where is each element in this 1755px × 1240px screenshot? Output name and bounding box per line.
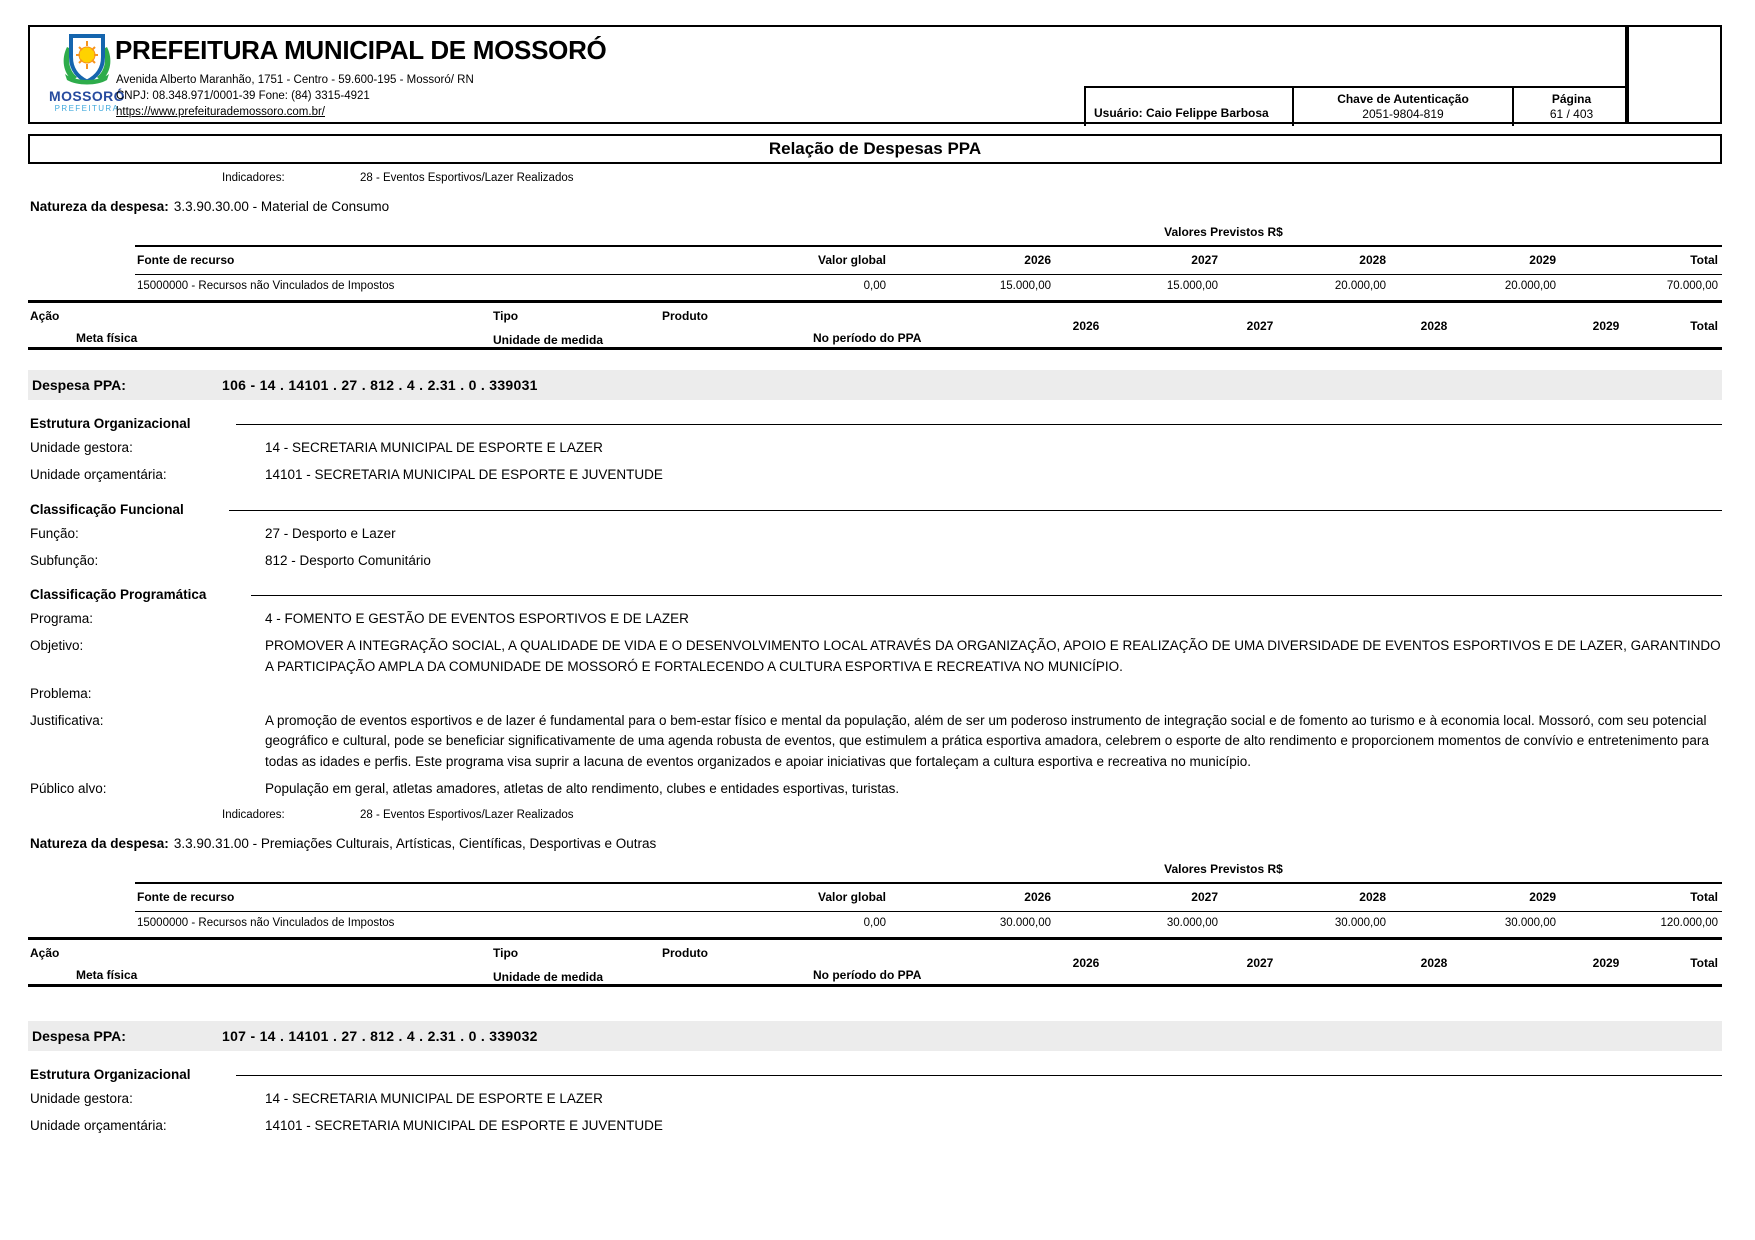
value-2026: 15.000,00 (999, 280, 1051, 293)
unidade-medida-label: Unidade de medida (493, 333, 604, 347)
acao-header-band-1 (28, 300, 1722, 350)
field-value: 14 - SECRETARIA MUNICIPAL DE ESPORTE E LAZER (265, 1091, 603, 1106)
report-title: Relação de Despesas PPA (768, 139, 982, 158)
fonte-cell: 15000000 - Recursos não Vinculados de Impostos (137, 917, 395, 930)
indicadores-value: 28 - Eventos Esportivos/Lazer Realizados (360, 809, 574, 821)
field-label: Justificativa: (30, 713, 104, 728)
meta-fisica-label: Meta física (76, 331, 138, 345)
valores-previstos-section-1 (135, 225, 1722, 298)
field-label: Programa: (30, 611, 94, 626)
col-2027: 2027 (1055, 883, 1222, 911)
band-total-label: Total (1690, 956, 1718, 970)
indicadores-label: Indicadores: (222, 809, 285, 821)
field-label: Problema: (30, 685, 92, 701)
field-label: Unidade orçamentária: (30, 467, 167, 483)
section-rule (236, 1075, 1722, 1076)
field-funcao (30, 524, 1755, 544)
band-total-label: Total (1690, 319, 1718, 333)
section-title: Classificação Funcional (30, 501, 184, 517)
field-label: Objetivo: (30, 638, 84, 654)
website-link[interactable]: https://www.prefeiturademossoro.com.br/ (116, 106, 325, 118)
value-2028: 30.000,00 (1334, 917, 1386, 930)
band-year-2028: 2028 (1420, 319, 1448, 333)
valores-previstos-label: Valores Previstos R$ (1164, 862, 1283, 876)
field-label: Unidade gestora: (30, 1091, 133, 1106)
field-value: 14 - SECRETARIA MUNICIPAL DE ESPORTE E LAZER (265, 440, 603, 455)
col-2026: 2026 (890, 883, 1055, 911)
value-2027: 15.000,00 (1166, 280, 1218, 293)
produto-label: Produto (662, 309, 708, 323)
table-row (135, 911, 1722, 935)
natureza-despesa-row-2 (30, 836, 1755, 851)
col-fonte-de-recurso: Fonte de recurso (135, 883, 725, 911)
field-programa (30, 609, 1755, 629)
header-box (28, 25, 1627, 124)
value-2026: 30.000,00 (999, 917, 1051, 930)
field-value: PROMOVER A INTEGRAÇÃO SOCIAL, A QUALIDADE DE VIDA E O DESENVOLVIMENTO LOCAL ATRAVÉS DA ORGANIZAÇÃO, APOIO E REALIZAÇÃO DE UMA DIVERSIDADE DE EVENTOS ESPORTIVOS E DE LAZER, GARANTINDO A PARTICIPAÇÃO AMPLA DA COMUNIDADE DE MOSSORÓ E FORTALECENDO A CULTURA ESPORTIVA E RECREATIVA NO MUNICÍPIO. (265, 638, 1721, 674)
acao-label: Ação (30, 309, 60, 323)
field-objetivo (30, 636, 1755, 677)
field-value: 812 - Desporto Comunitário (265, 552, 431, 568)
band-year-2027: 2027 (1246, 319, 1274, 333)
natureza-label: Natureza da despesa: (30, 836, 169, 851)
natureza-despesa-row-1 (30, 199, 1755, 214)
band-year-2026: 2026 (1072, 956, 1100, 970)
value-2028: 20.000,00 (1334, 280, 1386, 293)
section-rule (251, 595, 1722, 596)
valores-previstos-label: Valores Previstos R$ (1164, 225, 1283, 239)
auth-key-label: Chave de Autenticação (1337, 92, 1469, 106)
natureza-label: Natureza da despesa: (30, 199, 169, 214)
col-2028: 2028 (1222, 246, 1390, 274)
field-label: Subfunção: (30, 552, 99, 568)
page-number-cell (1512, 86, 1629, 126)
periodo-ppa-label: No período do PPA (813, 968, 922, 982)
col-2027: 2027 (1055, 246, 1222, 274)
value-2029: 30.000,00 (1504, 917, 1556, 930)
field-unidade-orcamentaria (30, 465, 1755, 485)
band-year-2026: 2026 (1072, 319, 1100, 333)
col-valor-global: Valor global (725, 246, 890, 274)
band-year-2029: 2029 (1592, 319, 1620, 333)
col-2028: 2028 (1222, 883, 1390, 911)
despesa-ppa-label: Despesa PPA: (32, 377, 126, 393)
auth-key-cell (1292, 86, 1512, 126)
logo-city-name: MOSSORÓ (49, 88, 125, 104)
natureza-value: 3.3.90.31.00 - Premiações Culturais, Artísticas, Científicas, Desportivas e Outras (173, 836, 657, 851)
band-year-2027: 2027 (1246, 956, 1274, 970)
periodo-ppa-label: No período do PPA (813, 331, 922, 345)
field-label: Unidade gestora: (30, 440, 133, 455)
value-2029: 20.000,00 (1504, 280, 1556, 293)
field-subfuncao (30, 551, 1755, 571)
field-unidade-gestora (30, 438, 1755, 458)
section-rule (236, 424, 1722, 425)
field-value: 27 - Desporto e Lazer (265, 525, 396, 541)
field-label: Público alvo: (30, 780, 107, 796)
page-value: 61 / 403 (1549, 107, 1594, 121)
meta-fisica-label: Meta física (76, 968, 138, 982)
natureza-value: 3.3.90.30.00 - Material de Consumo (173, 199, 390, 214)
valor-global-cell: 0,00 (863, 917, 886, 930)
col-total: Total (1560, 883, 1722, 911)
indicadores-label: Indicadores: (222, 172, 285, 184)
field-label: Unidade orçamentária: (30, 1118, 167, 1134)
col-fonte-de-recurso: Fonte de recurso (135, 246, 725, 274)
field-unidade-orcamentaria (30, 1116, 1755, 1136)
value-total: 120.000,00 (1660, 917, 1718, 930)
indicadores-row (222, 172, 1755, 184)
section-title: Estrutura Organizacional (30, 1067, 191, 1082)
section-title: Classificação Programática (30, 587, 207, 602)
section-classificacao-funcional (30, 502, 1722, 517)
section-classificacao-programatica (30, 587, 1722, 602)
indicadores-row-2 (222, 809, 1755, 821)
col-2029: 2029 (1390, 246, 1560, 274)
despesa-ppa-band-2 (28, 1021, 1722, 1051)
col-total: Total (1560, 246, 1722, 274)
field-value: A promoção de eventos esportivos e de lazer é fundamental para o bem-estar físico e mental da população, além de ser um poderoso instrumento de integração social e de fomento ao turismo e à economia local. Mossoró, com seu potencial geográfico e cultural, pode se beneficiar significativamente de uma agenda robusta de eventos, que estimulem a prática esportiva amadora, celebrem o esporte de alto rendimento e proporcionem momentos de convívio e entretenimento para todas as idades e perfis. Este programa visa suprir a lacuna de eventos organizados e apoiar iniciativas que fortaleçam a cultura esportiva e recreativa no município. (265, 713, 1709, 769)
field-justificativa (30, 711, 1755, 772)
value-2027: 30.000,00 (1166, 917, 1218, 930)
field-unidade-gestora (30, 1089, 1755, 1109)
indicadores-value: 28 - Eventos Esportivos/Lazer Realizados (360, 172, 574, 184)
tipo-label: Tipo (493, 309, 519, 323)
section-estrutura-organizacional-1 (30, 416, 1722, 431)
despesa-ppa-label: Despesa PPA: (32, 1028, 126, 1044)
header-empty-box (1627, 25, 1722, 124)
band-year-2029: 2029 (1592, 956, 1620, 970)
report-content (0, 166, 1755, 1137)
field-value: 14101 - SECRETARIA MUNICIPAL DE ESPORTE E JUVENTUDE (265, 467, 663, 483)
field-value: 14101 - SECRETARIA MUNICIPAL DE ESPORTE E JUVENTUDE (265, 1118, 663, 1134)
table-header-row (135, 246, 1722, 274)
section-title: Estrutura Organizacional (30, 416, 191, 431)
field-problema (30, 684, 1755, 704)
page-label: Página (1551, 92, 1592, 106)
field-publico-alvo (30, 779, 1755, 799)
valores-previstos-section-2 (135, 862, 1722, 935)
produto-label: Produto (662, 946, 708, 960)
acao-label: Ação (30, 946, 60, 960)
field-value: População em geral, atletas amadores, atletas de alto rendimento, clubes e entidades esportivas, turistas. (265, 780, 900, 796)
despesa-ppa-code: 107 - 14 . 14101 . 27 . 812 . 4 . 2.31 . 0 . 339032 (222, 1028, 538, 1044)
section-estrutura-organizacional-2 (30, 1067, 1722, 1082)
fonte-recurso-table-1 (135, 245, 1722, 298)
fonte-cell: 15000000 - Recursos não Vinculados de Impostos (137, 280, 395, 293)
tipo-label: Tipo (493, 946, 519, 960)
section-rule (229, 510, 1722, 511)
org-name: PREFEITURA MUNICIPAL DE MOSSORÓ (115, 35, 607, 65)
col-2029: 2029 (1390, 883, 1560, 911)
despesa-ppa-code: 106 - 14 . 14101 . 27 . 812 . 4 . 2.31 . 0 . 339031 (222, 377, 538, 393)
table-header-row (135, 883, 1722, 911)
valor-global-cell: 0,00 (863, 280, 886, 293)
fonte-recurso-table-2 (135, 882, 1722, 935)
org-address: Avenida Alberto Maranhão, 1751 - Centro - 59.600-195 - Mossoró/ RN (116, 74, 474, 86)
org-cnpj-phone: CNPJ: 08.348.971/0001-39 Fone: (84) 3315-4921 (116, 90, 370, 102)
table-row (135, 274, 1722, 298)
band-year-2028: 2028 (1420, 956, 1448, 970)
field-label: Função: (30, 525, 79, 541)
value-total: 70.000,00 (1666, 280, 1718, 293)
unidade-medida-label: Unidade de medida (493, 970, 604, 984)
user-cell: Usuário: Caio Felippe Barbosa (1084, 86, 1292, 126)
field-value (265, 684, 1722, 704)
report-title-band (28, 134, 1722, 164)
col-valor-global: Valor global (725, 883, 890, 911)
acao-header-band-2 (28, 937, 1722, 987)
field-value: 4 - FOMENTO E GESTÃO DE EVENTOS ESPORTIVOS E DE LAZER (265, 611, 689, 626)
col-2026: 2026 (890, 246, 1055, 274)
despesa-ppa-band-1 (28, 370, 1722, 400)
logo-subtitle: PREFEITURA (54, 103, 120, 113)
auth-key-value: 2051-9804-819 (1362, 107, 1444, 121)
